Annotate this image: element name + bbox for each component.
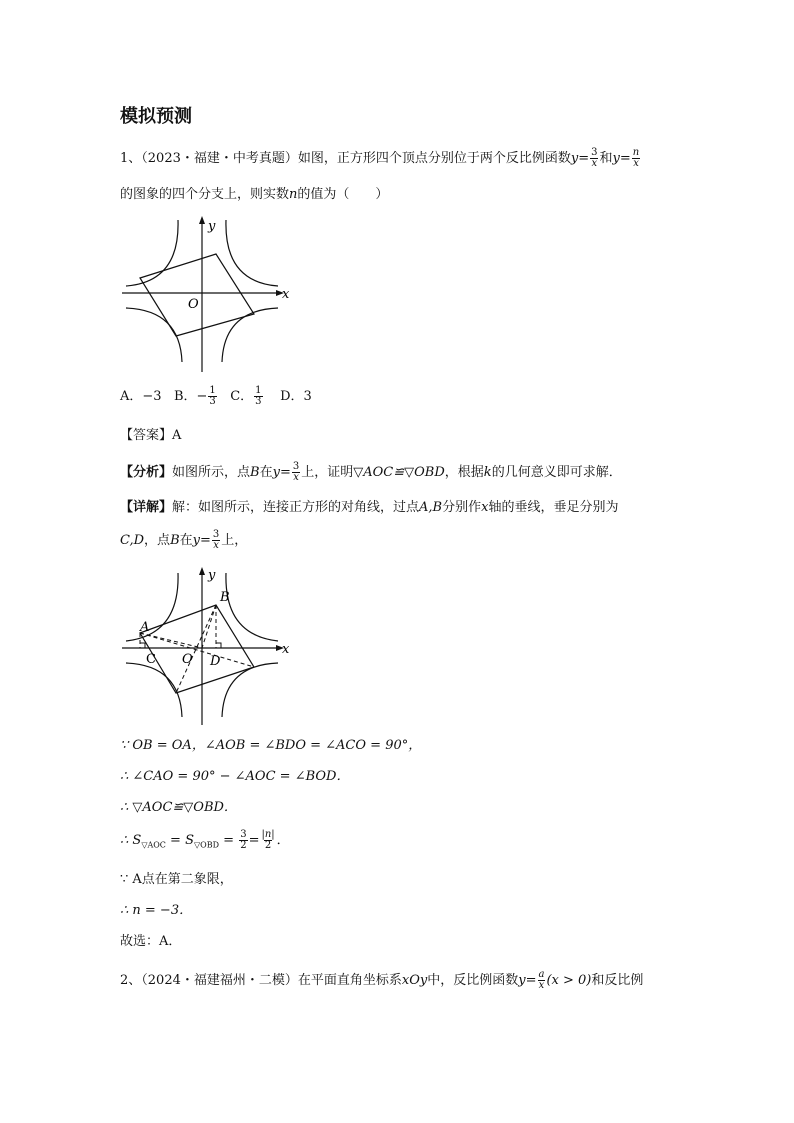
y-axis-arrow xyxy=(199,567,205,575)
y-axis-arrow xyxy=(199,216,205,224)
proof-step-1: ∵ OB = OA，∠AOB = ∠BDO = ∠ACO = 90°， xyxy=(120,738,422,753)
hyperbola-branch-q2 xyxy=(126,220,178,286)
segment-ob xyxy=(202,605,216,648)
answer-tag: 【答案】 xyxy=(120,428,173,443)
proof-step-3: ∴ ▽AOC≌▽OBD． xyxy=(120,800,237,815)
equals-sign: = xyxy=(578,151,590,166)
answer-value: A xyxy=(172,428,182,443)
conclusion: 故选：A． xyxy=(120,934,182,949)
segment-oa xyxy=(140,633,202,648)
proof-step-2: ∴ ∠CAO = 90° − ∠AOC = ∠BOD． xyxy=(120,769,350,784)
hyperbola-branch-q3 xyxy=(126,308,182,362)
point-d-label: D xyxy=(210,654,221,669)
option-c: C． $\frac{1}{3}$ xyxy=(230,385,262,407)
y-axis-label: y xyxy=(208,568,216,583)
fraction-3-over-x: $\frac{3}{x}$ xyxy=(591,147,598,169)
question-1-line-1 xyxy=(120,148,641,169)
option-b: B．− $\frac{1}{3}$ xyxy=(173,385,216,407)
proof-step-6: ∴ n = −3． xyxy=(120,903,193,918)
hyperbola-branch-q1 xyxy=(226,220,278,286)
question-2-line-1: 2、（2024・福建福州・二模）在平面直角坐标系xOy中，反比例函数y= $\frac{a}{x}$ (x > 0)和反比例 xyxy=(120,969,644,991)
detail-tag: 【详解】 xyxy=(120,500,173,515)
var-n: n xyxy=(289,187,298,202)
origin-label: O xyxy=(182,652,193,667)
figure-1-hyperbola-square xyxy=(118,212,298,377)
right-angle-mark-d xyxy=(216,643,221,648)
hyperbola-branch-q2 xyxy=(126,573,178,641)
point-b-label: B xyxy=(220,590,230,605)
y-axis-label: y xyxy=(208,219,216,234)
question-1-line-2: 的图象的四个分支上，则实数n的值为（ ） xyxy=(120,187,389,202)
var-y: y xyxy=(612,151,620,166)
origin-label: O xyxy=(188,297,199,312)
hyperbola-branch-q1 xyxy=(226,573,278,641)
proof-step-5: ∵ A点在第二象限， xyxy=(120,872,233,887)
option-d: D．3 xyxy=(280,389,312,404)
q1-prefix: 1、（2023・福建・中考真题）如图，正方形四个顶点分别位于两个反比例函数 xyxy=(120,151,571,166)
x-axis-label: x xyxy=(282,287,290,302)
figure-2-construction xyxy=(118,563,298,731)
hyperbola-branch-q4 xyxy=(222,308,278,362)
x-axis-label: x xyxy=(282,642,290,657)
analysis-line: 【分析】如图所示，点B在y= $\frac{3}{x}$ 上，证明▽AOC≌▽OBD，根据k的几何意义即可求解． xyxy=(120,461,622,483)
right-angle-mark-c xyxy=(140,643,145,648)
section-title: 模拟预测 xyxy=(120,106,192,127)
answer-line xyxy=(120,428,181,444)
proof-step-4: ∴ $S_{▽AOC} = S_{▽OBD}$ = $\frac{3}{2}$ = $\frac{|n|}{2}$ ． xyxy=(120,829,290,851)
detail-line-1: 【详解】解：如图所示，连接正方形的对角线，过点A,B分别作x轴的垂线，垂足分别为 xyxy=(120,500,619,515)
analysis-tag: 【分析】 xyxy=(120,465,173,480)
xoy-symbol: xOy xyxy=(401,973,428,988)
square xyxy=(140,605,254,693)
var-y: y xyxy=(570,151,579,166)
point-c-label: C xyxy=(146,652,156,667)
diagonal-bd xyxy=(176,605,216,693)
equals-sign: = xyxy=(619,151,631,166)
hyperbola-branch-q4 xyxy=(222,663,278,717)
answer-options xyxy=(120,386,312,407)
and-text: 和 xyxy=(599,151,613,166)
detail-line-2: C,D，点B在y= $\frac{3}{x}$ 上， xyxy=(120,529,248,551)
point-a-label: A xyxy=(140,620,150,635)
fraction-n-over-x: $\frac{n}{x}$ xyxy=(632,147,640,169)
option-a: A．−3 xyxy=(120,389,162,404)
